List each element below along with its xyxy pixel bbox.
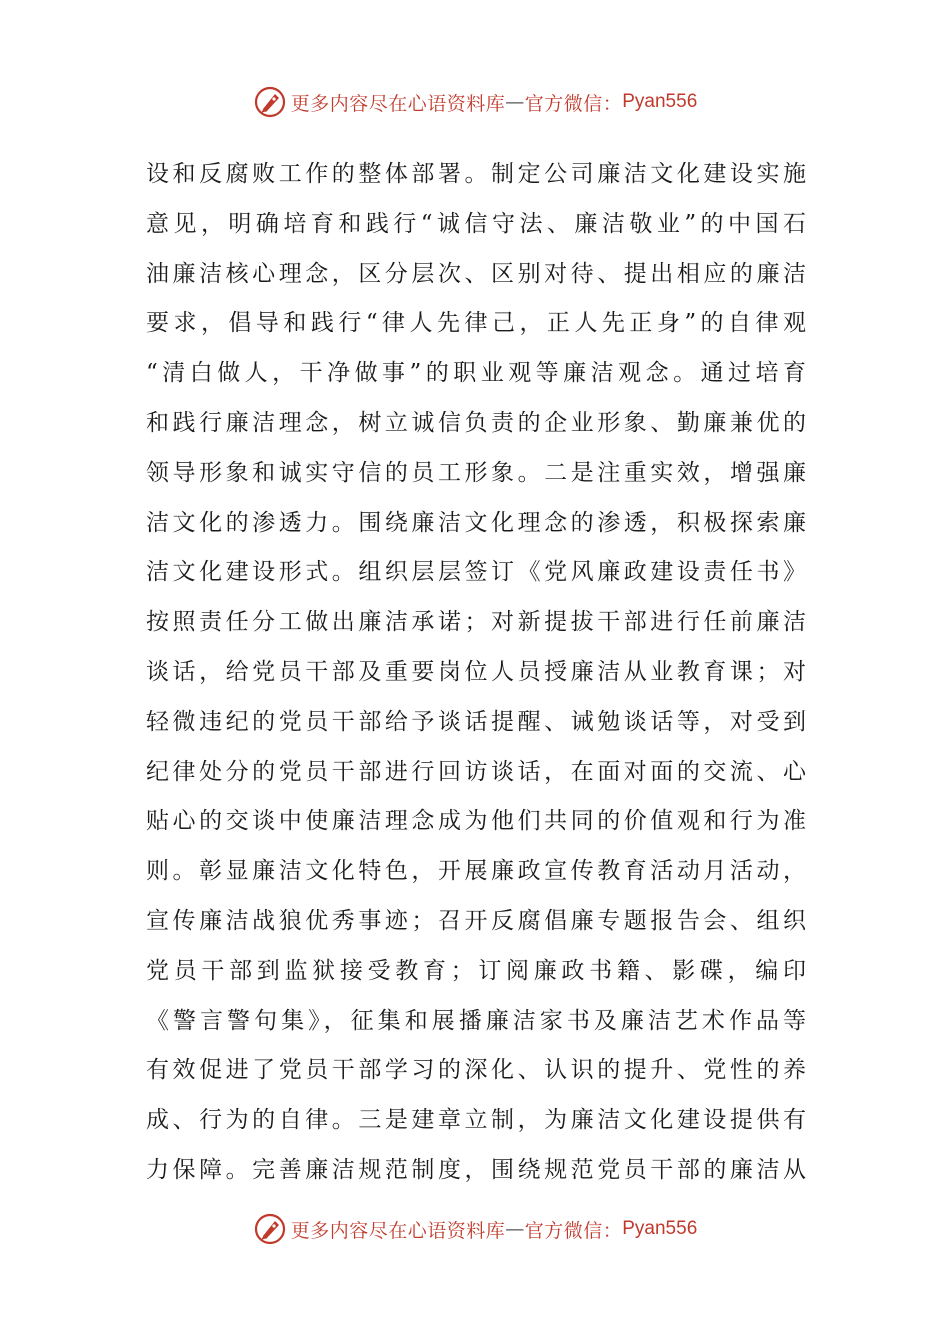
body-line: 则。彰显廉洁文化特色，开展廉政宣传教育活动月活动， — [146, 858, 806, 885]
header-banner — [0, 82, 950, 122]
footer-site-text: 更多内容尽在心语资料库 — [290, 1219, 506, 1242]
body-line: 要求，倡导和践行“律人先律己，正人先正身”的自律观 — [146, 310, 806, 337]
footer-dash: — — [505, 1218, 525, 1240]
body-line: 设和反腐败工作的整体部署。制定公司廉洁文化建设实施 — [146, 161, 806, 187]
pen-nib-logo-icon — [253, 1212, 287, 1246]
header-dash: — — [505, 91, 525, 113]
body-line: 贴心的交谈中使廉洁理念成为他们共同的价值观和行为准 — [146, 808, 806, 835]
body-line: 领导形象和诚实守信的员工形象。二是注重实效，增强廉 — [146, 459, 806, 486]
body-line: 油廉洁核心理念，区分层次、区别对待、提出相应的廉洁 — [146, 260, 806, 287]
body-line: 轻微违纪的党员干部给予谈话提醒、诫勉谈话等，对受到 — [146, 708, 806, 735]
body-line: 洁文化的渗透力。围绕廉洁文化理念的渗透，积极探索廉 — [146, 509, 806, 536]
header-site-text: 更多内容尽在心语资料库 — [290, 92, 506, 115]
document-body — [146, 150, 806, 1196]
body-line: 洁文化建设形式。组织层层签订《党风廉政建设责任书》 — [146, 559, 806, 586]
footer-wechat-id: Pyan556 — [622, 1218, 698, 1239]
body-line: 党员干部到监狱接受教育；订阅廉政书籍、影碟，编印 — [146, 957, 806, 984]
header-wechat-id: Pyan556 — [622, 91, 698, 112]
body-line: “清白做人，干净做事”的职业观等廉洁观念。通过培育 — [146, 360, 806, 387]
body-line: 意见，明确培育和践行“诚信守法、廉洁敬业”的中国石 — [146, 210, 806, 237]
header-wechat-label: 官方微信： — [524, 92, 623, 115]
body-line: 力保障。完善廉洁规范制度，围绕规范党员干部的廉洁从 — [146, 1156, 806, 1183]
footer-wechat-label: 官方微信： — [524, 1219, 623, 1242]
body-line: 有效促进了党员干部学习的深化、认识的提升、党性的养 — [146, 1057, 806, 1084]
body-line: 按照责任分工做出廉洁承诺；对新提拔干部进行任前廉洁 — [146, 609, 806, 636]
body-line: 《警言警句集》，征集和展播廉洁家书及廉洁艺术作品等 — [146, 1007, 806, 1034]
footer-banner — [0, 1209, 950, 1249]
body-line: 成、行为的自律。三是建章立制，为廉洁文化建设提供有 — [146, 1107, 806, 1134]
body-line: 谈话，给党员干部及重要岗位人员授廉洁从业教育课；对 — [146, 658, 806, 685]
body-line: 宣传廉洁战狼优秀事迹；召开反腐倡廉专题报告会、组织 — [146, 907, 806, 934]
pen-nib-logo-icon — [253, 85, 287, 119]
body-line: 纪律处分的党员干部进行回访谈话，在面对面的交流、心 — [146, 758, 806, 785]
body-line: 和践行廉洁理念，树立诚信负责的企业形象、勤廉兼优的 — [146, 409, 806, 436]
